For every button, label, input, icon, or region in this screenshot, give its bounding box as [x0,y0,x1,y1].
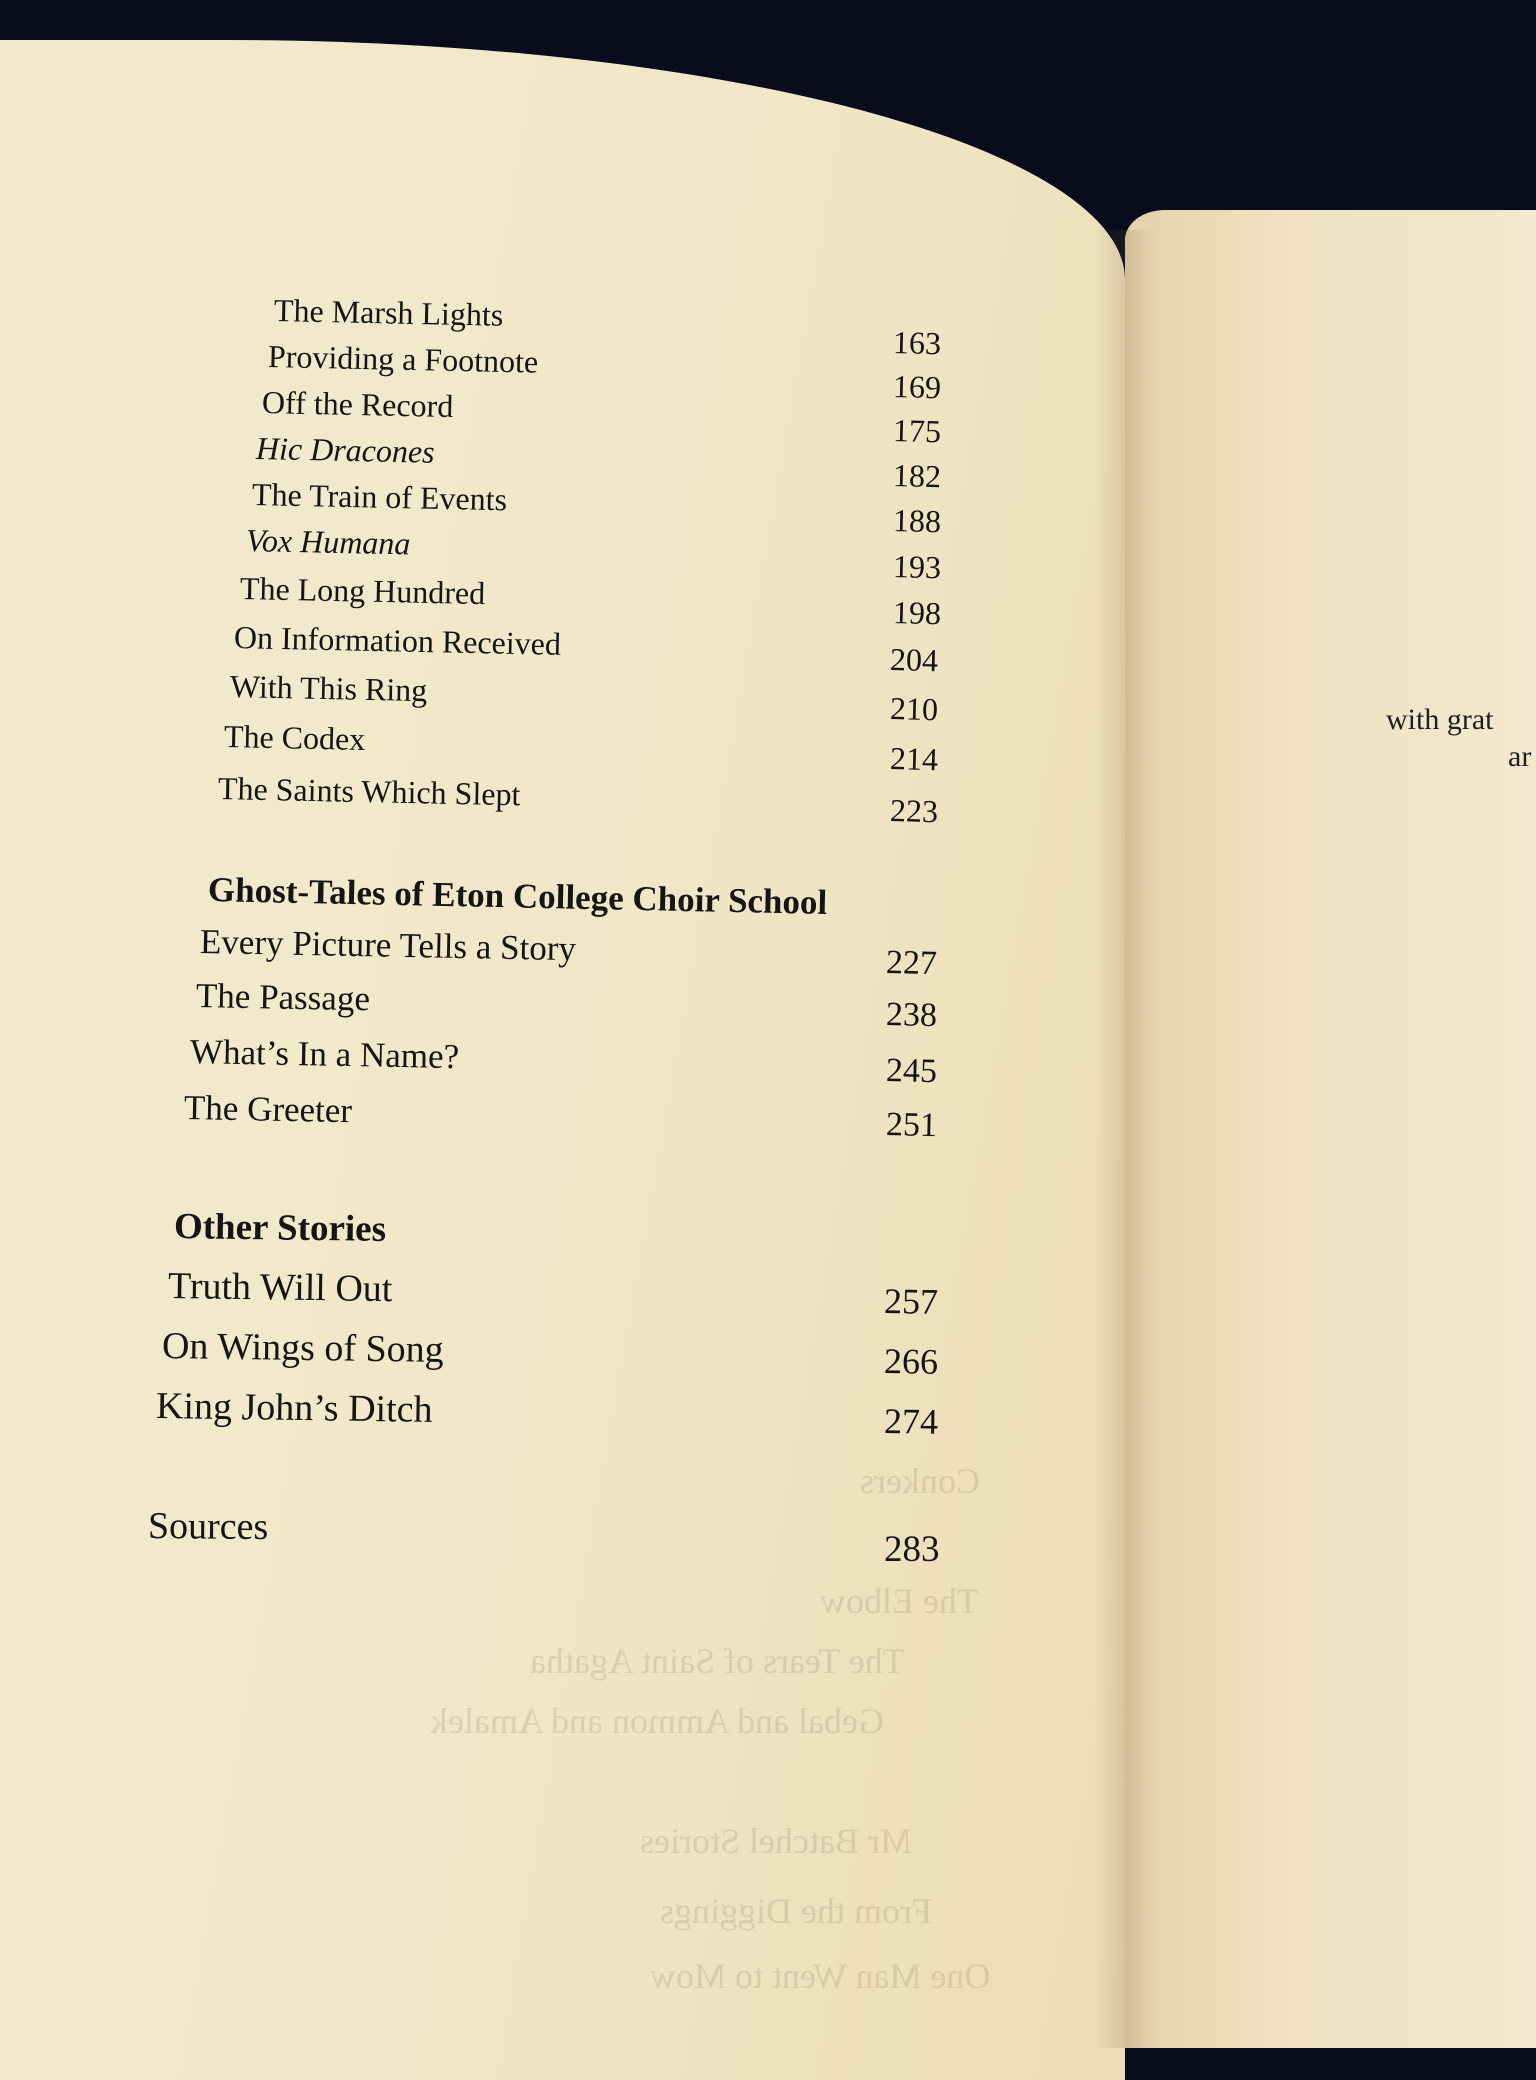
bleed-text: From the Diggings [660,1891,933,1931]
toc-entry-title: What’s In a Name? [189,1032,460,1077]
toc-entry-page: 163 [892,324,942,362]
toc-entry-page: 175 [892,412,942,450]
toc-entry-title: The Codex [223,718,366,757]
right-page [1125,210,1536,2048]
bleed-text: Gebal and Ammon and Amalek [430,1701,884,1741]
toc-entry-page: 274 [883,1401,939,1442]
toc-entry-page: 251 [885,1106,938,1145]
toc-entry-title: Vox Humana [245,522,411,562]
toc-entry-page: 193 [892,548,942,586]
section-heading: Ghost-Tales of Eton College Choir School [207,870,828,922]
toc-entry-page: 245 [885,1052,938,1091]
section-heading: Other Stories [173,1206,387,1250]
bleed-text: Mr Batchel Stories [640,1821,912,1861]
toc-entry-title: The Passage [195,976,371,1019]
toc-entry-title: The Long Hundred [239,570,486,612]
toc-entry-page: 214 [889,740,939,778]
toc-entry-page: 182 [892,457,942,495]
toc-entry-title: The Marsh Lights [273,292,504,333]
toc-entry-page: 198 [892,594,942,632]
right-page-text: ar [1508,740,1532,773]
toc-entry-title: Providing a Footnote [267,338,539,380]
toc-entry-title: The Train of Events [251,476,508,518]
toc-entry-page: 169 [892,368,942,406]
toc-entry-title: Truth Will Out [167,1265,393,1311]
toc-entry-title: The Saints Which Slept [217,770,521,813]
toc-entry-title: With This Ring [229,668,428,709]
bleed-text: One Man Went to Mow [650,1956,991,1996]
toc-entry-title: On Information Received [233,619,562,662]
toc-entry-title: The Greeter [183,1088,353,1131]
toc-entry-page: 266 [883,1341,939,1382]
toc-entry-title: Off the Record [261,384,454,425]
toc-entry-title: On Wings of Song [161,1325,445,1371]
toc-entry-title: Hic Dracones [255,430,435,470]
sources-label: Sources [147,1505,269,1549]
toc-entry-page: 188 [892,502,942,540]
left-page [0,40,1125,2080]
bleed-text: The Tears of Saint Agatha [530,1641,905,1681]
toc-entry-page: 204 [889,641,939,679]
right-page-text: with grat [1386,703,1494,736]
toc-entry-page: 257 [883,1281,939,1322]
bleed-text: The Elbow [820,1581,979,1621]
toc-entry-page: 223 [889,792,939,830]
bleed-text: Conkers [860,1461,980,1501]
toc-entry-page: 227 [885,944,938,983]
toc-entry-title: King John’s Ditch [155,1385,433,1431]
toc-entry-page: 210 [889,690,939,728]
sources-page: 283 [884,1529,940,1570]
toc-entry-page: 238 [885,996,938,1035]
book-gutter [1095,230,1155,2048]
toc-entry-title: Every Picture Tells a Story [199,922,577,969]
